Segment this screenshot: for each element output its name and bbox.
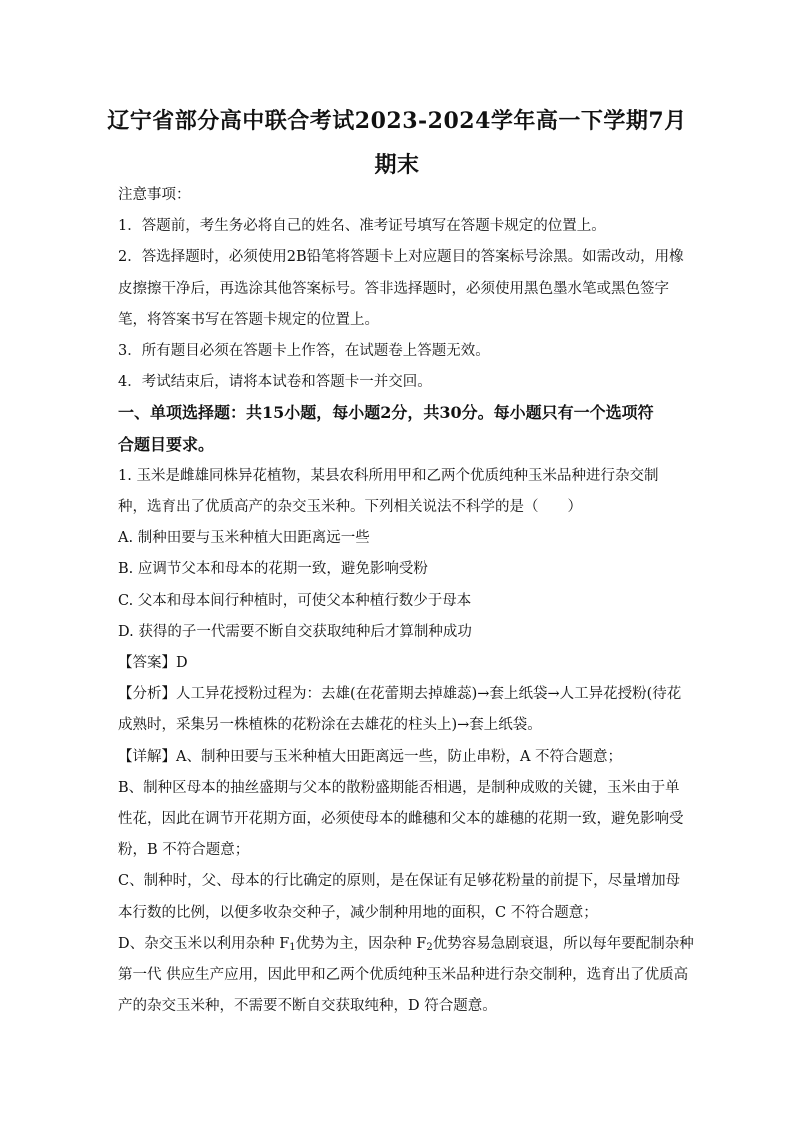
notice-item-2-line1: 2．答选择题时，必须使用2B铅笔将答题卡上对应题目的答案标号涂黑。如需改动，用橡 <box>118 249 684 265</box>
q1-detail-c-line1: C、制种时，父、母本的行比确定的原则，是在保证有足够花粉量的前提下，尽量增加母 <box>118 873 681 889</box>
q1-option-c: C. 父本和母本间行种植时，可使父本种植行数少于母本 <box>118 593 472 609</box>
q1-detail-d-line1 <box>118 935 694 953</box>
q1-detail-d-line2: 第一代 供应生产应用，因此甲和乙两个优质纯种玉米品种进行杂交制种，选育出了优质高 <box>118 967 689 983</box>
notice-item-2-line2: 皮擦擦干净后，再选涂其他答案标号。答非选择题时，必须使用黑色墨水笔或黑色签字 <box>118 281 669 297</box>
q1-option-b: B. 应调节父本和母本的花期一致，避免影响受粉 <box>118 561 428 577</box>
notice-item-2-line3: 笔，将答案书写在答题卡规定的位置上。 <box>118 312 379 328</box>
subscript-1: 1 <box>289 942 296 953</box>
q1-answer: 【答案】D <box>118 655 188 671</box>
q1-detail-a: 【详解】A、制种田要与玉米种植大田距离远一些，防止串粉，A 不符合题意； <box>118 749 623 765</box>
notice-heading: 注意事项： <box>118 187 191 203</box>
q1-analysis-line2: 成熟时，采集另一株植株的花粉涂在去雄花的柱头上)→套上纸袋。 <box>118 717 542 733</box>
q1-detail-c-line2: 本行数的比例，以便多收杂交种子，减少制种用地的面积，C 不符合题意； <box>118 905 598 921</box>
q1-stem-line1: 1. 玉米是雌雄同株异花植物，某县农科所用甲和乙两个优质纯种玉米品种进行杂交制 <box>118 468 659 484</box>
q1-detail-b-line2: 性花，因此在调节开花期方面，必须使母本的雌穗和父本的雄穗的花期一致，避免影响受 <box>118 811 684 827</box>
section-heading-line1: 一、单项选择题：共15小题，每小题2分，共30分。每小题只有一个选项符 <box>118 403 654 422</box>
notice-item-3: 3．所有题目必须在答题卡上作答，在试题卷上答题无效。 <box>118 343 490 359</box>
doc-title-line2: 期末 <box>374 152 420 178</box>
subscript-2: 2 <box>426 942 433 953</box>
q1-detail-d-text-a: D、杂交玉米以利用杂种 F <box>118 936 290 952</box>
q1-option-a: A. 制种田要与玉米种植大田距离远一些 <box>118 530 370 546</box>
q1-detail-b-line3: 粉，B 不符合题意； <box>118 842 250 858</box>
q1-analysis-line1: 【分析】人工异花授粉过程为：去雄(在花蕾期去掉雄蕊)→套上纸袋→人工异花授粉(待花 <box>118 686 682 702</box>
q1-option-d: D. 获得的子一代需要不断自交获取纯种后才算制种成功 <box>118 624 472 640</box>
q1-detail-b-line1: B、制种区母本的抽丝盛期与父本的散粉盛期能否相遇，是制种成败的关键，玉米由于单 <box>118 780 680 796</box>
q1-stem-line2: 种，选育出了优质高产的杂交玉米种。下列相关说法不科学的是（ ） <box>118 499 582 515</box>
section-heading-line2: 合题目要求。 <box>118 435 215 454</box>
notice-item-4: 4．考试结束后，请将本试卷和答题卡一并交回。 <box>118 374 432 390</box>
notice-item-1: 1．答题前，考生务必将自己的姓名、准考证号填写在答题卡规定的位置上。 <box>118 218 606 234</box>
doc-title-line1: 辽宁省部分高中联合考试2023-2024学年高一下学期7月 <box>107 108 687 134</box>
q1-detail-d-text-c: 优势容易急剧衰退，所以每年要配制杂种 <box>432 936 694 952</box>
q1-detail-d-line3: 产的杂交玉米种，不需要不断自交获取纯种，D 符合题意。 <box>118 998 497 1014</box>
q1-detail-d-text-b: 优势为主，因杂种 F <box>295 936 427 952</box>
